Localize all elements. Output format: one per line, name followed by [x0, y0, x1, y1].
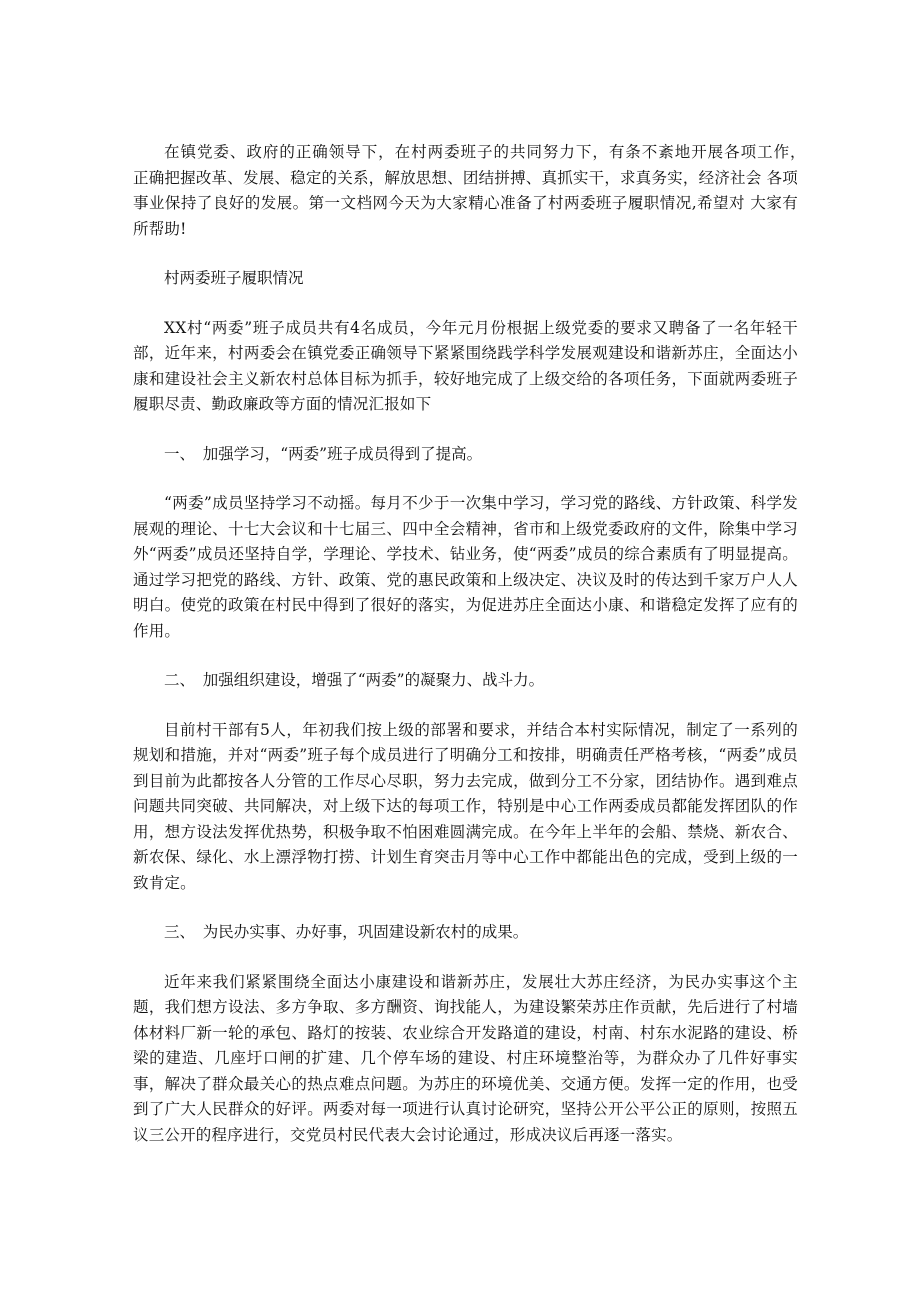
section-1-heading: 一、 加强学习，“两委”班子成员得到了提高。: [164, 444, 483, 463]
opening-paragraph: XX村“两委”班子成员共有4名成员，今年元月份根据上级党委的要求又聘备了一名年轻干部，近年来，村两委会在镇党委正确领导下紧紧围绕践学科学发展观建设和谐新苏庄，全面达小康和建设社会主义新农村总体目标为抓手，较好地完成了上级交给的各项任务，下面就两委班子履职尽责、勤政廉政等方面的情况汇报如下: [133, 318, 798, 413]
section-2-body: 目前村干部有5人，年初我们按上级的部署和要求，并结合本村实际情况，制定了一系列的规划和措施，并对“两委”班子每个成员进行了明确分工和按排，明确责任严格考核，“两委”成员到目前为此都按各人分管的工作尽心尽职，努力去完成，做到分工不分家，团结协作。遇到难点问题共同突破、共同解决，对上级下达的每项工作，特别是中心工作两委成员都能发挥团队的作用，想方设法发挥优热势，积极争取不怕困难圆满完成。在今年上半年的会船、禁烧、新农合、新农保、绿化、水上漂浮物打捞、计划生育突击月等中心工作中都能出色的完成，受到上级的一致肯定。: [133, 720, 798, 892]
section-3-body: 近年来我们紧紧围绕全面达小康建设和谐新苏庄，发展壮大苏庄经济，为民办实事这个主题，我们想方设法、多方争取、多方酬资、询找能人，为建设繁荣苏庄作贡献，先后进行了村墙体材料厂新一轮的承包、路灯的按装、农业综合开发路道的建设，村南、村东水泥路的建设、桥梁的建造、几座圩口闸的扩建、几个停车场的建设、村庄环境整治等，为群众办了几件好事实事，解决了群众最关心的热点难点问题。为苏庄的环境优美、交通方便。发挥一定的作用，也受到了广大人民群众的好评。两委对每一项进行认真讨论研究，坚持公开公平公正的原则，按照五议三公开的程序进行，交党员村民代表大会讨论通过，形成决议后再逐一落实。: [133, 972, 798, 1144]
document-title: 村两委班子履职情况: [164, 269, 304, 287]
intro-paragraph: 在镇党委、政府的正确领导下，在村两委班子的共同努力下，有条不紊地开展各项工作， 正确把握改革、发展、稳定的关系，解放思想、团结拼搏、真抓实干，求真务实，经济社会 各项事业保持了良好的发展。第一文档网今天为大家精心准备了村两委班子履职情况,希望对 大家有所帮助!: [133, 143, 814, 238]
section-3-heading: 三、 为民办实事、办好事，巩固建设新农村的成果。: [164, 923, 529, 941]
section-2-heading: 二、 加强组织建设，增强了“两委”的凝聚力、战斗力。: [164, 671, 545, 689]
section-1-body: “两委”成员坚持学习不动摇。每月不少于一次集中学习，学习党的路线、方针政策、科学发展观的理论、十七大会议和十七届三、四中全会精神，省市和上级党委政府的文件，除集中学习外“两委”成员还坚持自学，学理论、学技术、钻业务，使“两委”成员的综合素质有了明显提高。通过学习把党的路线、方针、政策、党的惠民政策和上级决定、决议及时的传达到千家万户人人明白。使党的政策在村民中得到了很好的落实，为促进苏庄全面达小康、和谐稳定发挥了应有的作用。: [133, 494, 798, 640]
document-body: [133, 140, 814, 1172]
